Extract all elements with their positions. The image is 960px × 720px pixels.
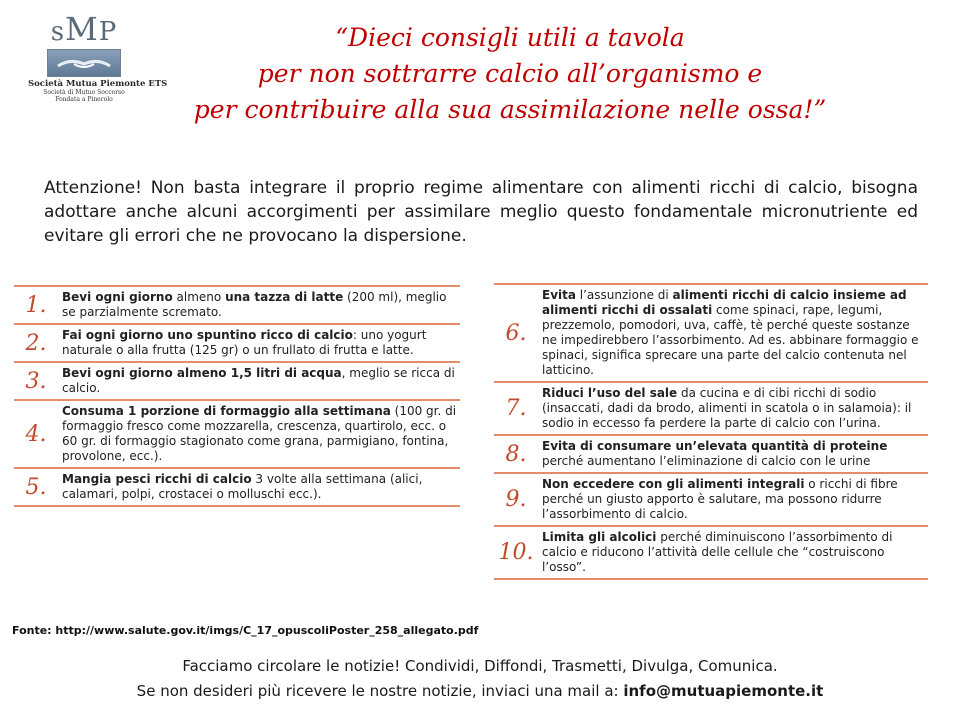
tip-text: [58, 287, 460, 323]
tip-item: [494, 283, 928, 383]
tip-item: [14, 285, 460, 325]
tip-body-text: o ricchi di fibre perché un giusto apporto è salutare, ma possono ridurre l’assorbimento di calcio.: [542, 477, 898, 521]
tip-bold-text: Consuma 1 porzione di formaggio alla settimana: [62, 404, 391, 418]
tip-bold-text: alimenti ricchi di calcio insieme ad alimenti ricchi di ossalati: [542, 288, 907, 317]
page-title: [80, 20, 940, 128]
tip-number: 1.: [25, 292, 47, 318]
title-line-2: per non sottrarre calcio all’organismo e: [257, 59, 763, 88]
tip-number: 8.: [505, 441, 527, 467]
tip-number: 5.: [25, 474, 47, 500]
tip-body-text: come spinaci, rape, legumi, prezzemolo, pomodori, uva, caffè, tè perché queste sostanze ne impedirebbero l’assorbimento. Ad es. abbinare formaggio e spinaci, significa sprecare una parte del calcio contenuta nel latticino.: [542, 303, 919, 377]
tip-text: [538, 285, 928, 381]
tip-bold-text: Mangia pesci ricchi di calcio: [62, 472, 252, 486]
title-line-1: “Dieci consigli utili a tavola: [335, 23, 685, 52]
tip-bold-text: Evita: [542, 288, 576, 302]
tip-body-text: da cucina e di cibi ricchi di sodio (insaccati, dadi da brodo, alimenti in scatola o in salamoia): il sodio in eccesso fa perdere la parte di calcio con l’urina.: [542, 386, 912, 430]
tip-body-text: perché diminuiscono l’assorbimento di calcio e riducono l’attività delle cellule che “costruiscono l’osso”.: [542, 530, 893, 574]
intro-paragraph: Attenzione! Non basta integrare il proprio regime alimentare con alimenti ricchi di calcio, bisogna adottare anche alcuni accorgimenti per assimilare meglio questo fondamentale micronutriente ed evitare gli errori che ne provocano la dispersione.: [44, 178, 918, 246]
logo-founded: Fondata a Pinerolo: [55, 96, 113, 103]
tip-number: 7.: [505, 396, 527, 421]
tip-text: [538, 527, 928, 578]
source-link[interactable]: Fonte: http://www.salute.gov.it/imgs/C_17_opuscoliPoster_258_allegato.pdf: [12, 624, 479, 637]
tip-number: 6.: [505, 320, 527, 346]
footer: [0, 654, 960, 704]
tip-body-text: (200 ml), meglio se parzialmente scremato.: [62, 290, 447, 319]
tip-bold-text: Evita di consumare un’elevata quantità di proteine: [542, 439, 888, 453]
tip-body-text: (100 gr. di formaggio fresco come mozzarella, crescenza, quartirolo, ecc. o 60 gr. di formaggio stagionato come grana, parmigiano, fontina, provolone, ecc.).: [62, 404, 457, 463]
tip-number: 9.: [505, 487, 527, 512]
tip-body-text: l’assunzione di: [575, 288, 673, 302]
tip-number: 2.: [25, 330, 47, 356]
tip-bold-text: Riduci l’uso del sale: [542, 386, 678, 400]
tip-bold-text: una tazza di latte: [225, 290, 344, 304]
tip-item: [494, 383, 928, 436]
tips-list-right: [494, 283, 928, 580]
tip-text: [58, 363, 460, 399]
logo-subtitle: Società di Mutuo Soccorso: [43, 89, 125, 96]
tip-text: [538, 383, 928, 434]
tip-bold-text: Limita gli alcolici: [542, 530, 657, 544]
tip-text: [58, 325, 460, 361]
tip-bold-text: Bevi ogni giorno almeno 1,5 litri di acqua: [62, 366, 342, 380]
tip-item: [14, 325, 460, 363]
tip-item: [494, 474, 928, 527]
tip-text: [58, 469, 460, 505]
tip-text: [538, 474, 928, 525]
tip-body-text: : uno yogurt naturale o alla frutta (125 gr) o un frullato di frutta e latte.: [62, 328, 427, 357]
title-line-3: per contribuire alla sua assimilazione nelle ossa!”: [193, 95, 827, 124]
tip-bold-text: Non eccedere con gli alimenti integrali: [542, 477, 805, 491]
tip-body-text: almeno: [172, 290, 226, 304]
tip-body-text: 3 volte alla settimana (alici, calamari, polpi, crostacei o molluschi ecc.).: [62, 472, 423, 501]
tip-text: [58, 401, 460, 467]
tip-item: [14, 401, 460, 469]
tip-item: [14, 363, 460, 401]
tip-item: [494, 527, 928, 580]
tip-text: [538, 436, 928, 472]
tip-number: 3.: [25, 368, 47, 394]
tip-item: [14, 469, 460, 507]
footer-share-text: Facciamo circolare le notizie! Condividi, Diffondi, Trasmetti, Divulga, Comunica.: [182, 657, 778, 675]
tip-item: [494, 436, 928, 474]
tip-body-text: perché aumentano l’eliminazione di calcio con le urine: [542, 454, 871, 468]
email-link[interactable]: info@mutuapiemonte.it: [623, 682, 824, 700]
footer-unsubscribe-text: Se non desideri più ricevere le nostre notizie, inviaci una mail a: info@mutuapiemonte.it: [136, 682, 824, 700]
tip-bold-text: Bevi ogni giorno: [62, 290, 173, 304]
logo-name: Società Mutua Piemonte ETS: [28, 79, 168, 89]
tip-number: 4.: [25, 421, 47, 447]
tip-body-text: , meglio se ricca di calcio.: [62, 366, 455, 395]
tip-bold-text: Fai ogni giorno uno spuntino ricco di calcio: [62, 328, 353, 342]
tip-number: 10.: [498, 540, 534, 565]
logo-monogram: sMP: [50, 10, 118, 48]
tips-list-left: [14, 285, 460, 507]
